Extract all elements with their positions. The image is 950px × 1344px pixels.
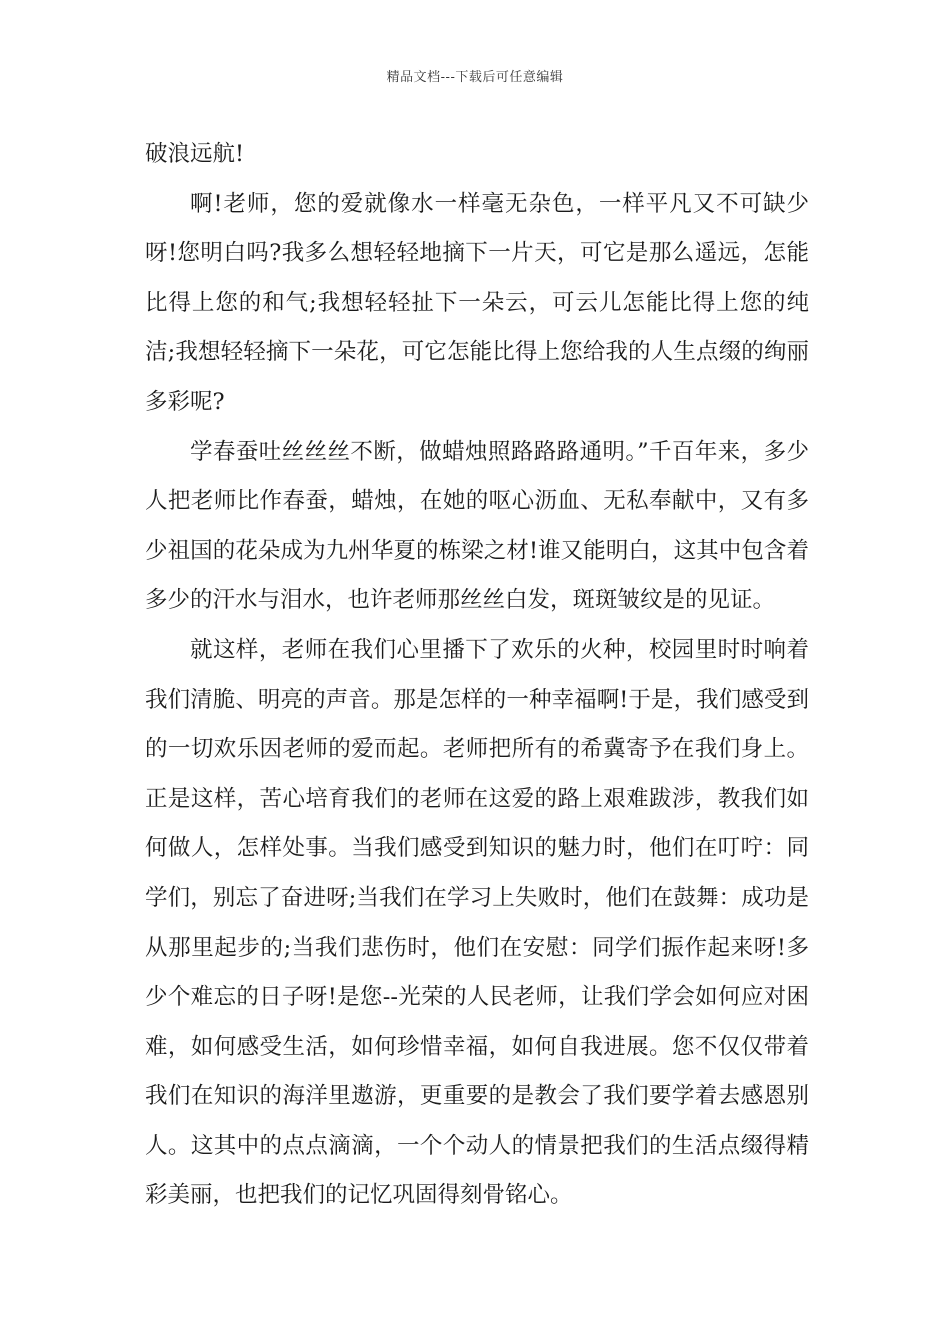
document-body bbox=[145, 130, 809, 1221]
paragraph-silkworm-candle: 学春蚕吐丝丝丝不断，做蜡烛照路路路通明。”千百年来，多少人把老师比作春蚕，蜡烛，在她的呕心沥血、无私奉献中，又有多少祖国的花朵成为九州华夏的栋梁之材!谁又能明白，这其中包含着多少的汗水与泪水，也许老师那丝丝白发，斑斑皱纹是的见证。 bbox=[145, 438, 809, 614]
paragraph-teacher-love: 啊!老师，您的爱就像水一样毫无杂色，一样平凡又不可缺少呀!您明白吗?我多么想轻轻地摘下一片天，可它是那么遥远，怎能比得上您的和气;我想轻轻扯下一朵云，可云儿怎能比得上您的纯洁;我想轻轻摘下一朵花，可它怎能比得上您给我的人生点缀的绚丽多彩呢? bbox=[145, 190, 809, 415]
page-header: 精品文档---下载后可任意编辑 bbox=[386, 70, 564, 85]
paragraph-joy-seeds: 就这样，老师在我们心里播下了欢乐的火种，校园里时时响着我们清脆、明亮的声音。那是怎样的一种幸福啊!于是，我们感受到的一切欢乐因老师的爱而起。老师把所有的希冀寄予在我们身上。正是这样，苦心培育我们的老师在这爱的路上艰难跋涉，教我们如何做人，怎样处事。当我们感受到知识的魅力时，他们在叮咛：同学们，别忘了奋进呀;当我们在学习上失败时，他们在鼓舞：成功是从那里起步的;当我们悲伤时，他们在安慰：同学们振作起来呀!多少个难忘的日子呀!是您--光荣的人民老师，让我们学会如何应对困难，如何感受生活，如何珍惜幸福，如何自我进展。您不仅仅带着我们在知识的海洋里遨游，更重要的是教会了我们要学着去感恩别人。这其中的点点滴滴，一个个动人的情景把我们的生活点缀得精彩美丽，也把我们的记忆巩固得刻骨铭心。 bbox=[145, 636, 809, 1209]
paragraph-continuation: 破浪远航! bbox=[145, 141, 245, 167]
